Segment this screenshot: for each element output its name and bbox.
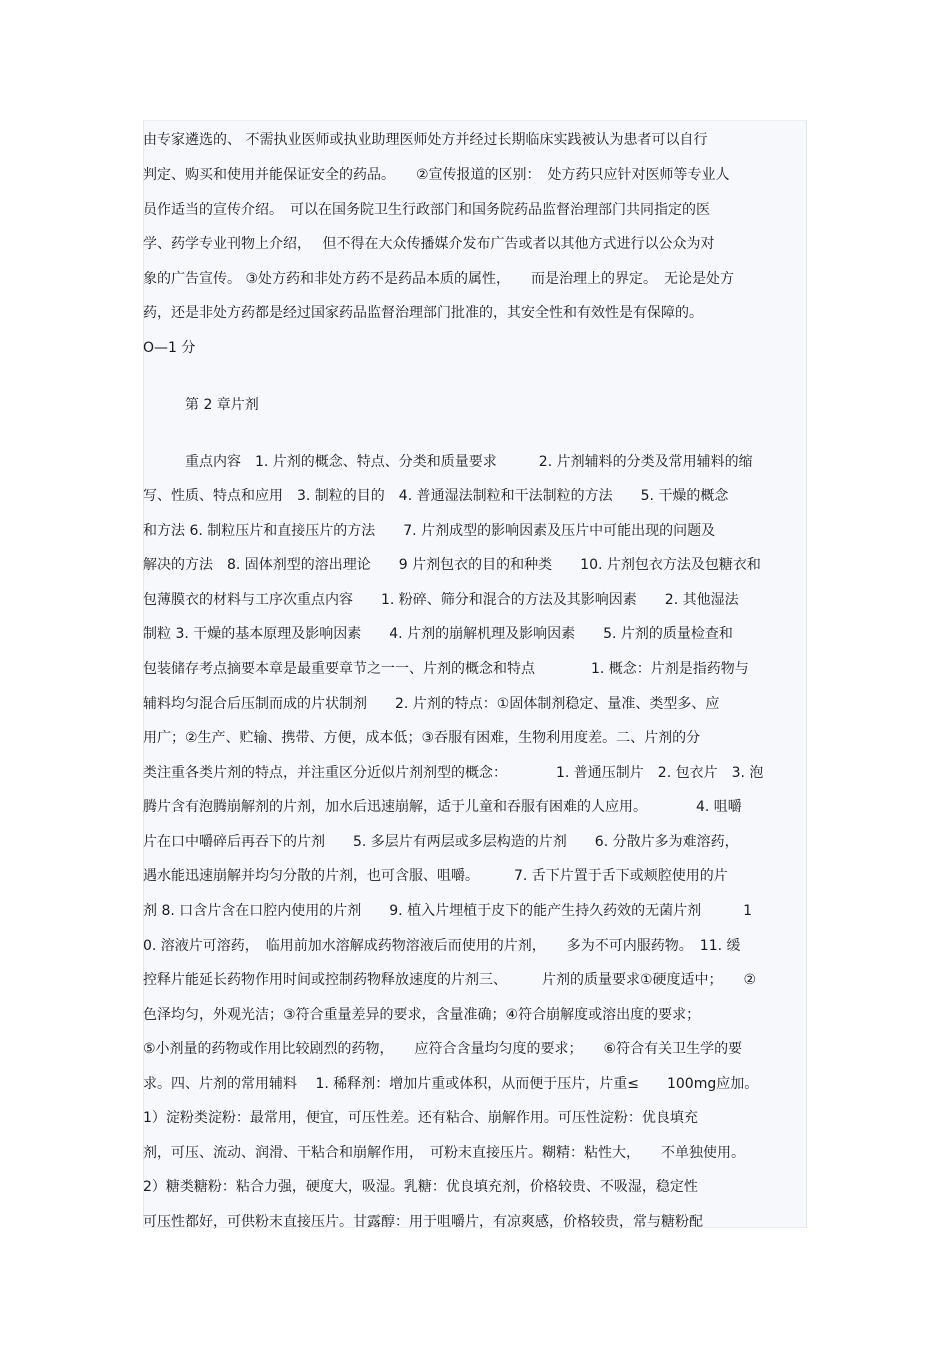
text-line: 辅料均匀混合后压制而成的片状制剂 2. 片剂的特点：①固体制剂稳定、量准、类型多、应 xyxy=(143,696,720,712)
text-line: 色泽均匀，外观光洁；③符合重量差异的要求，含量准确；④符合崩解度或溶出度的要求； xyxy=(143,1007,701,1023)
text-line: 剂，可压、流动、润滑、干粘合和崩解作用， 可粉末直接压片。糊精：粘性大， 不单独使用。 xyxy=(143,1145,745,1161)
text-line: 判定、购买和使用并能保证安全的药品。 ②宣传报道的区别： 处方药只应针对医师等专业人 xyxy=(143,167,730,183)
text-line: 包装储存考点摘要本章是最重要章节之一一、片剂的概念和特点 1. 概念：片剂是指药物与 xyxy=(143,661,749,677)
chapter-heading: 第 2 章片剂 xyxy=(143,397,259,413)
text-line: 求。四、片剂的常用辅料 1. 稀释剂：增加片重或体积，从而便于压片，片重≤ 100mg应加。 xyxy=(143,1076,759,1092)
text-line: 可压性都好，可供粉末直接压片。甘露醇：用于咀嚼片，有凉爽感，价格较贵，常与糖粉配 xyxy=(143,1214,703,1230)
text-line: 包薄膜衣的材料与工序次重点内容 1. 粉碎、筛分和混合的方法及其影响因素 2. 其他湿法 xyxy=(143,592,739,608)
text-line: 腾片含有泡腾崩解剂的片剂，加水后迅速崩解，适于儿童和吞服有困难的人应用。 4. 咀嚼 xyxy=(143,799,742,815)
text-line: 用广；②生产、贮输、携带、方便，成本低；③吞服有困难，生物利用度差。二、片剂的分 xyxy=(143,730,701,746)
text-line: ⑤小剂量的药物或作用比较剧烈的药物， 应符合含量均匀度的要求； ⑥符合有关卫生学的要 xyxy=(143,1041,743,1057)
text-line: 0. 溶液片可溶药， 临用前加水溶解成药物溶液后而使用的片剂， 多为不可内服药物。 11. 缓 xyxy=(143,938,741,954)
text-line: 剂 8. 口含片含在口腔内使用的片剂 9. 植入片埋植于皮下的能产生持久药效的无菌片剂 1 xyxy=(143,903,752,919)
text-line: 遇水能迅速崩解并均匀分散的片剂，也可含服、咀嚼。 7. 舌下片置于舌下或颊腔使用的片 xyxy=(143,868,728,884)
text-line: 和方法 6. 制粒压片和直接压片的方法 7. 片剂成型的影响因素及压片中可能出现的问题及 xyxy=(143,523,716,539)
text-line: 象的广告宣传。 ③处方药和非处方药不是药品本质的属性， 而是治理上的界定。 无论是处方 xyxy=(143,271,734,287)
text-line: 控释片能延长药物作用时间或控制药物释放速度的片剂三、 片剂的质量要求①硬度适中； ② xyxy=(143,972,757,988)
text-line: 解决的方法 8. 固体剂型的溶出理论 9 片剂包衣的目的和种类 10. 片剂包衣方法及包糖衣和 xyxy=(143,557,761,573)
text-line: 由专家遴选的、 不需执业医师或执业助理医师处方并经过长期临床实践被认为患者可以自行 xyxy=(143,132,708,148)
text-line: 类注重各类片剂的特点，并注重区分近似片剂剂型的概念： 1. 普通压制片 2. 包衣片 3. 泡 xyxy=(143,765,764,781)
text-line: 2）糖类糖粉：粘合力强，硬度大，吸湿。乳糖：优良填充剂，价格较贵、不吸湿，稳定性 xyxy=(143,1179,698,1195)
text-line: 学、药学专业刊物上介绍， 但不得在大众传播媒介发布广告或者以其他方式进行以公众为对 xyxy=(143,236,715,252)
text-line: 药，还是非处方药都是经过国家药品监督治理部门批准的，其安全性和有效性是有保障的。 xyxy=(143,305,703,321)
score-note: O—1 分 xyxy=(143,340,196,356)
text-line: 片在口中嚼碎后再吞下的片剂 5. 多层片有两层或多层构造的片剂 6. 分散片多为难溶药， xyxy=(143,834,739,850)
text-line: 写、性质、特点和应用 3. 制粒的目的 4. 普通湿法制粒和干法制粒的方法 5. 干燥的概念 xyxy=(143,488,729,504)
text-line: 重点内容 1. 片剂的概念、特点、分类和质量要求 2. 片剂辅料的分类及常用辅料的缩 xyxy=(143,454,753,470)
text-line: 员作适当的宣传介绍。 可以在国务院卫生行政部门和国务院药品监督治理部门共同指定的医 xyxy=(143,202,710,218)
text-line: 制粒 3. 干燥的基本原理及影响因素 4. 片剂的崩解机理及影响因素 5. 片剂的质量检查和 xyxy=(143,626,733,642)
text-line: 1）淀粉类淀粉：最常用，便宜，可压性差。还有粘合、崩解作用。可压性淀粉：优良填充 xyxy=(143,1110,698,1126)
